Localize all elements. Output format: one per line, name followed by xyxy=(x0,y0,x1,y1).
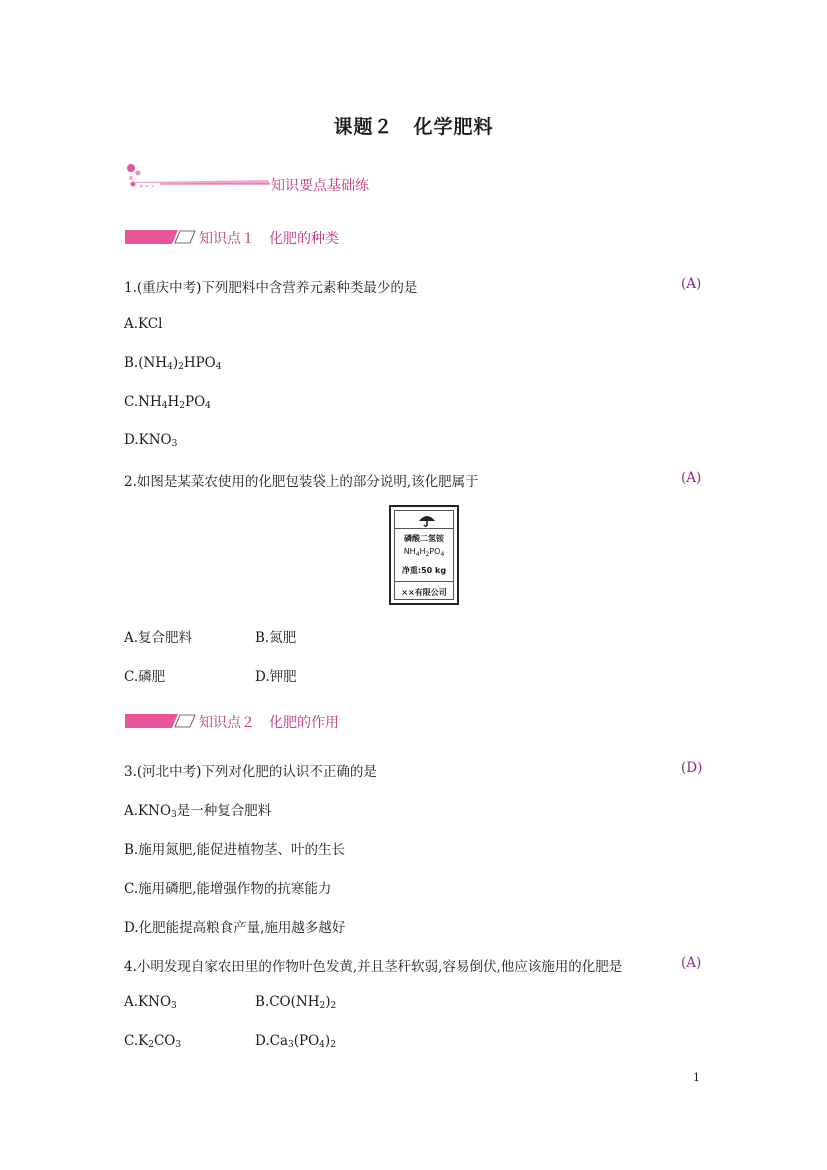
fertilizer-bag-figure xyxy=(389,505,459,605)
knowledge-point-1-heading xyxy=(125,228,505,248)
figure-net-weight: 净重:50 kg xyxy=(401,566,447,575)
page-number: 1 xyxy=(693,1071,700,1084)
question-3-stem: 3.(河北中考)下列对化肥的认识不正确的是 xyxy=(124,764,377,780)
knowledge-point-bar xyxy=(125,714,197,728)
question-2-answer: (A) xyxy=(681,470,702,486)
umbrella-icon xyxy=(417,513,437,527)
figure-product-name: 磷酸二氢铵 xyxy=(404,534,444,543)
question-4-stem: 4.小明发现自家农田里的作物叶色发黄,并且茎秆软弱,容易倒伏,他应该施用的化肥是 xyxy=(124,959,623,975)
question-1-stem: 1.(重庆中考)下列肥料中含营养元素种类最少的是 xyxy=(124,280,418,296)
knowledge-point-1-label: 知识点１ 化肥的种类 xyxy=(199,231,339,247)
question-2-option-b: B.氮肥 xyxy=(255,630,297,646)
section-header-label: 知识要点基础练 xyxy=(271,178,369,194)
question-2-option-c: C.磷肥 xyxy=(124,669,166,685)
question-3-answer: (D) xyxy=(681,760,703,776)
question-3-option-c: C.施用磷肥,能增强作物的抗寒能力 xyxy=(124,881,332,897)
question-3-option-b: B.施用氮肥,能促进植物茎、叶的生长 xyxy=(124,842,346,858)
question-2-option-d: D.钾肥 xyxy=(255,669,297,685)
question-4-option-c: $C.K_2CO_3$ xyxy=(124,1033,182,1050)
question-4-answer: (A) xyxy=(681,955,702,971)
figure-divider xyxy=(395,581,453,582)
question-1-answer: (A) xyxy=(681,276,702,292)
question-1-option-a: A.KCl xyxy=(124,316,163,332)
knowledge-point-bar xyxy=(125,230,197,244)
knowledge-point-2-label: 知识点２ 化肥的作用 xyxy=(199,715,339,731)
question-1-option-c: $C.NH_4H_2PO_4$ xyxy=(124,394,211,411)
question-1-option-b: $B.(NH_4)_2HPO_4$ xyxy=(124,355,222,372)
question-2-stem: 2.如图是某菜农使用的化肥包装袋上的部分说明,该化肥属于 xyxy=(124,474,479,490)
figure-company: ××有限公司 xyxy=(401,588,447,597)
knowledge-point-2-heading xyxy=(125,712,505,732)
figure-formula: $NH_4H_2PO_4$ xyxy=(403,547,445,558)
question-4-option-b: $B.CO(NH_2)_2$ xyxy=(255,994,337,1011)
page-title: 课题２ 化学肥料 xyxy=(333,116,494,138)
figure-divider xyxy=(395,528,453,529)
section-header xyxy=(120,162,480,196)
question-4-option-d: $D.Ca_3(PO_4)_2$ xyxy=(255,1033,336,1050)
question-3-option-d: D.化肥能提高粮食产量,施用越多越好 xyxy=(124,920,346,936)
question-1-option-d: $D.KNO_3$ xyxy=(124,432,178,449)
question-4-option-a: $A.KNO_3$ xyxy=(124,994,177,1011)
question-3-option-a: $A.KNO_3$是一种复合肥料 xyxy=(124,803,272,820)
question-2-option-a: A.复合肥料 xyxy=(124,630,193,646)
